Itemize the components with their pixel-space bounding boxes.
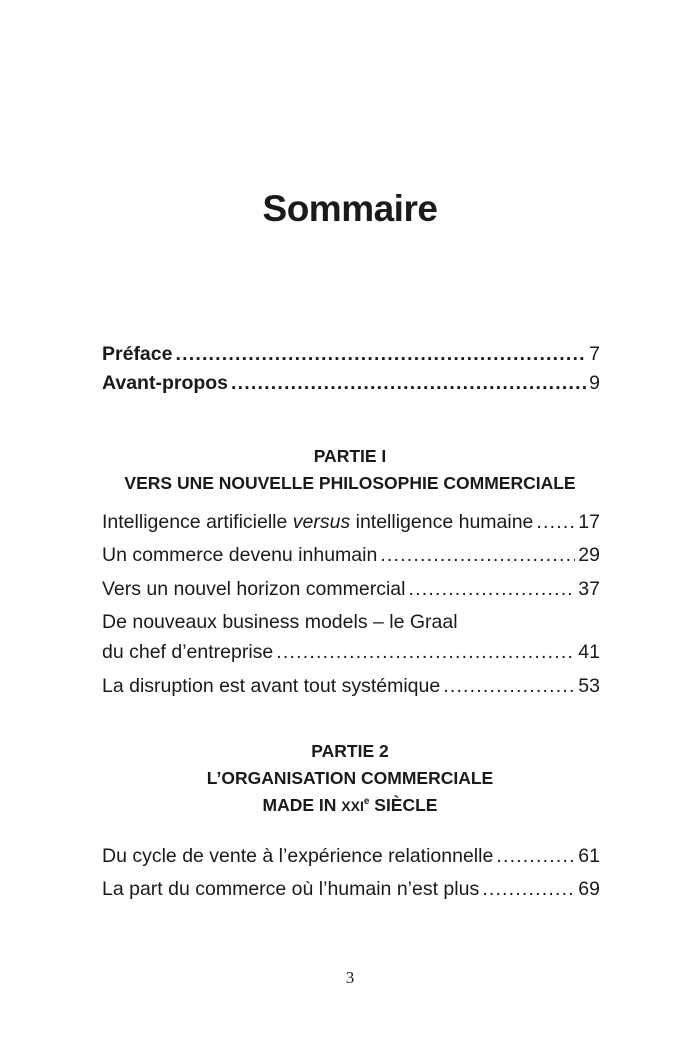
- toc-page-number: 9: [589, 372, 600, 394]
- toc-entry-label-part: intelligence humaine: [350, 511, 534, 533]
- part-heading-2: [0, 738, 700, 819]
- toc-entry: [102, 638, 600, 666]
- toc-entry-label: Préface: [102, 343, 173, 365]
- toc-page-number: 69: [578, 878, 600, 900]
- toc-entry-label: du chef d’entreprise: [102, 641, 274, 663]
- leader-dots: [443, 672, 575, 700]
- toc-entry-label: La part du commerce où l’humain n’est plus: [102, 878, 480, 900]
- toc-page-number: 37: [578, 578, 600, 600]
- toc-entry-label: Vers un nouvel horizon commercial: [102, 578, 406, 600]
- leader-dots: [175, 340, 586, 368]
- leader-dots: [482, 875, 575, 903]
- part-heading-1: [0, 443, 700, 497]
- subtitle-text: SIÈCLE: [369, 795, 438, 815]
- leader-dots: [276, 638, 575, 666]
- leader-dots: [231, 369, 586, 397]
- part-number: PARTIE I: [313, 446, 387, 466]
- leader-dots: [380, 541, 575, 569]
- toc-entry-label: [102, 508, 533, 536]
- toc-page-number: 53: [578, 675, 600, 697]
- subtitle-text: MADE IN: [262, 795, 342, 815]
- toc-entry-label: Du cycle de vente à l’expérience relationnelle: [102, 845, 494, 867]
- toc-entry-label: Avant-propos: [102, 372, 229, 394]
- roman-numeral: XXI: [341, 798, 364, 814]
- toc-entry-label: La disruption est avant tout systémique: [102, 675, 441, 697]
- toc-entry: [102, 875, 600, 903]
- part-subtitle: VERS UNE NOUVELLE PHILOSOPHIE COMMERCIALE: [124, 473, 576, 493]
- toc-entry: [102, 508, 600, 536]
- toc-entry-label-part: Intelligence artificielle: [102, 511, 293, 533]
- toc-entry: [102, 575, 600, 603]
- toc-page-number: 17: [578, 511, 600, 533]
- toc-page-number: 29: [578, 544, 600, 566]
- superscript: e: [363, 796, 370, 808]
- toc-entry-label: Un commerce devenu inhumain: [102, 544, 378, 566]
- toc-page-number: 61: [578, 845, 600, 867]
- toc-entry-preface: [102, 340, 600, 368]
- page-title: Sommaire: [262, 188, 438, 229]
- toc-page-number: 41: [578, 641, 600, 663]
- page-number: 3: [345, 968, 355, 987]
- toc-entry: [102, 842, 600, 870]
- toc-entry: [102, 672, 600, 700]
- toc-entry: [102, 541, 600, 569]
- part-subtitle-line2: [0, 792, 700, 819]
- toc-page-number: 7: [589, 343, 600, 365]
- part-subtitle-line1: L’ORGANISATION COMMERCIALE: [206, 768, 494, 788]
- part-number: PARTIE 2: [311, 741, 389, 761]
- leader-dots: [408, 575, 575, 603]
- toc-entry-label-italic: versus: [292, 511, 351, 533]
- leader-dots: [536, 508, 575, 536]
- toc-entry-avant-propos: [102, 369, 600, 397]
- leader-dots: [496, 842, 575, 870]
- toc-entry-label-line1: De nouveaux business models – le Graal: [102, 611, 458, 633]
